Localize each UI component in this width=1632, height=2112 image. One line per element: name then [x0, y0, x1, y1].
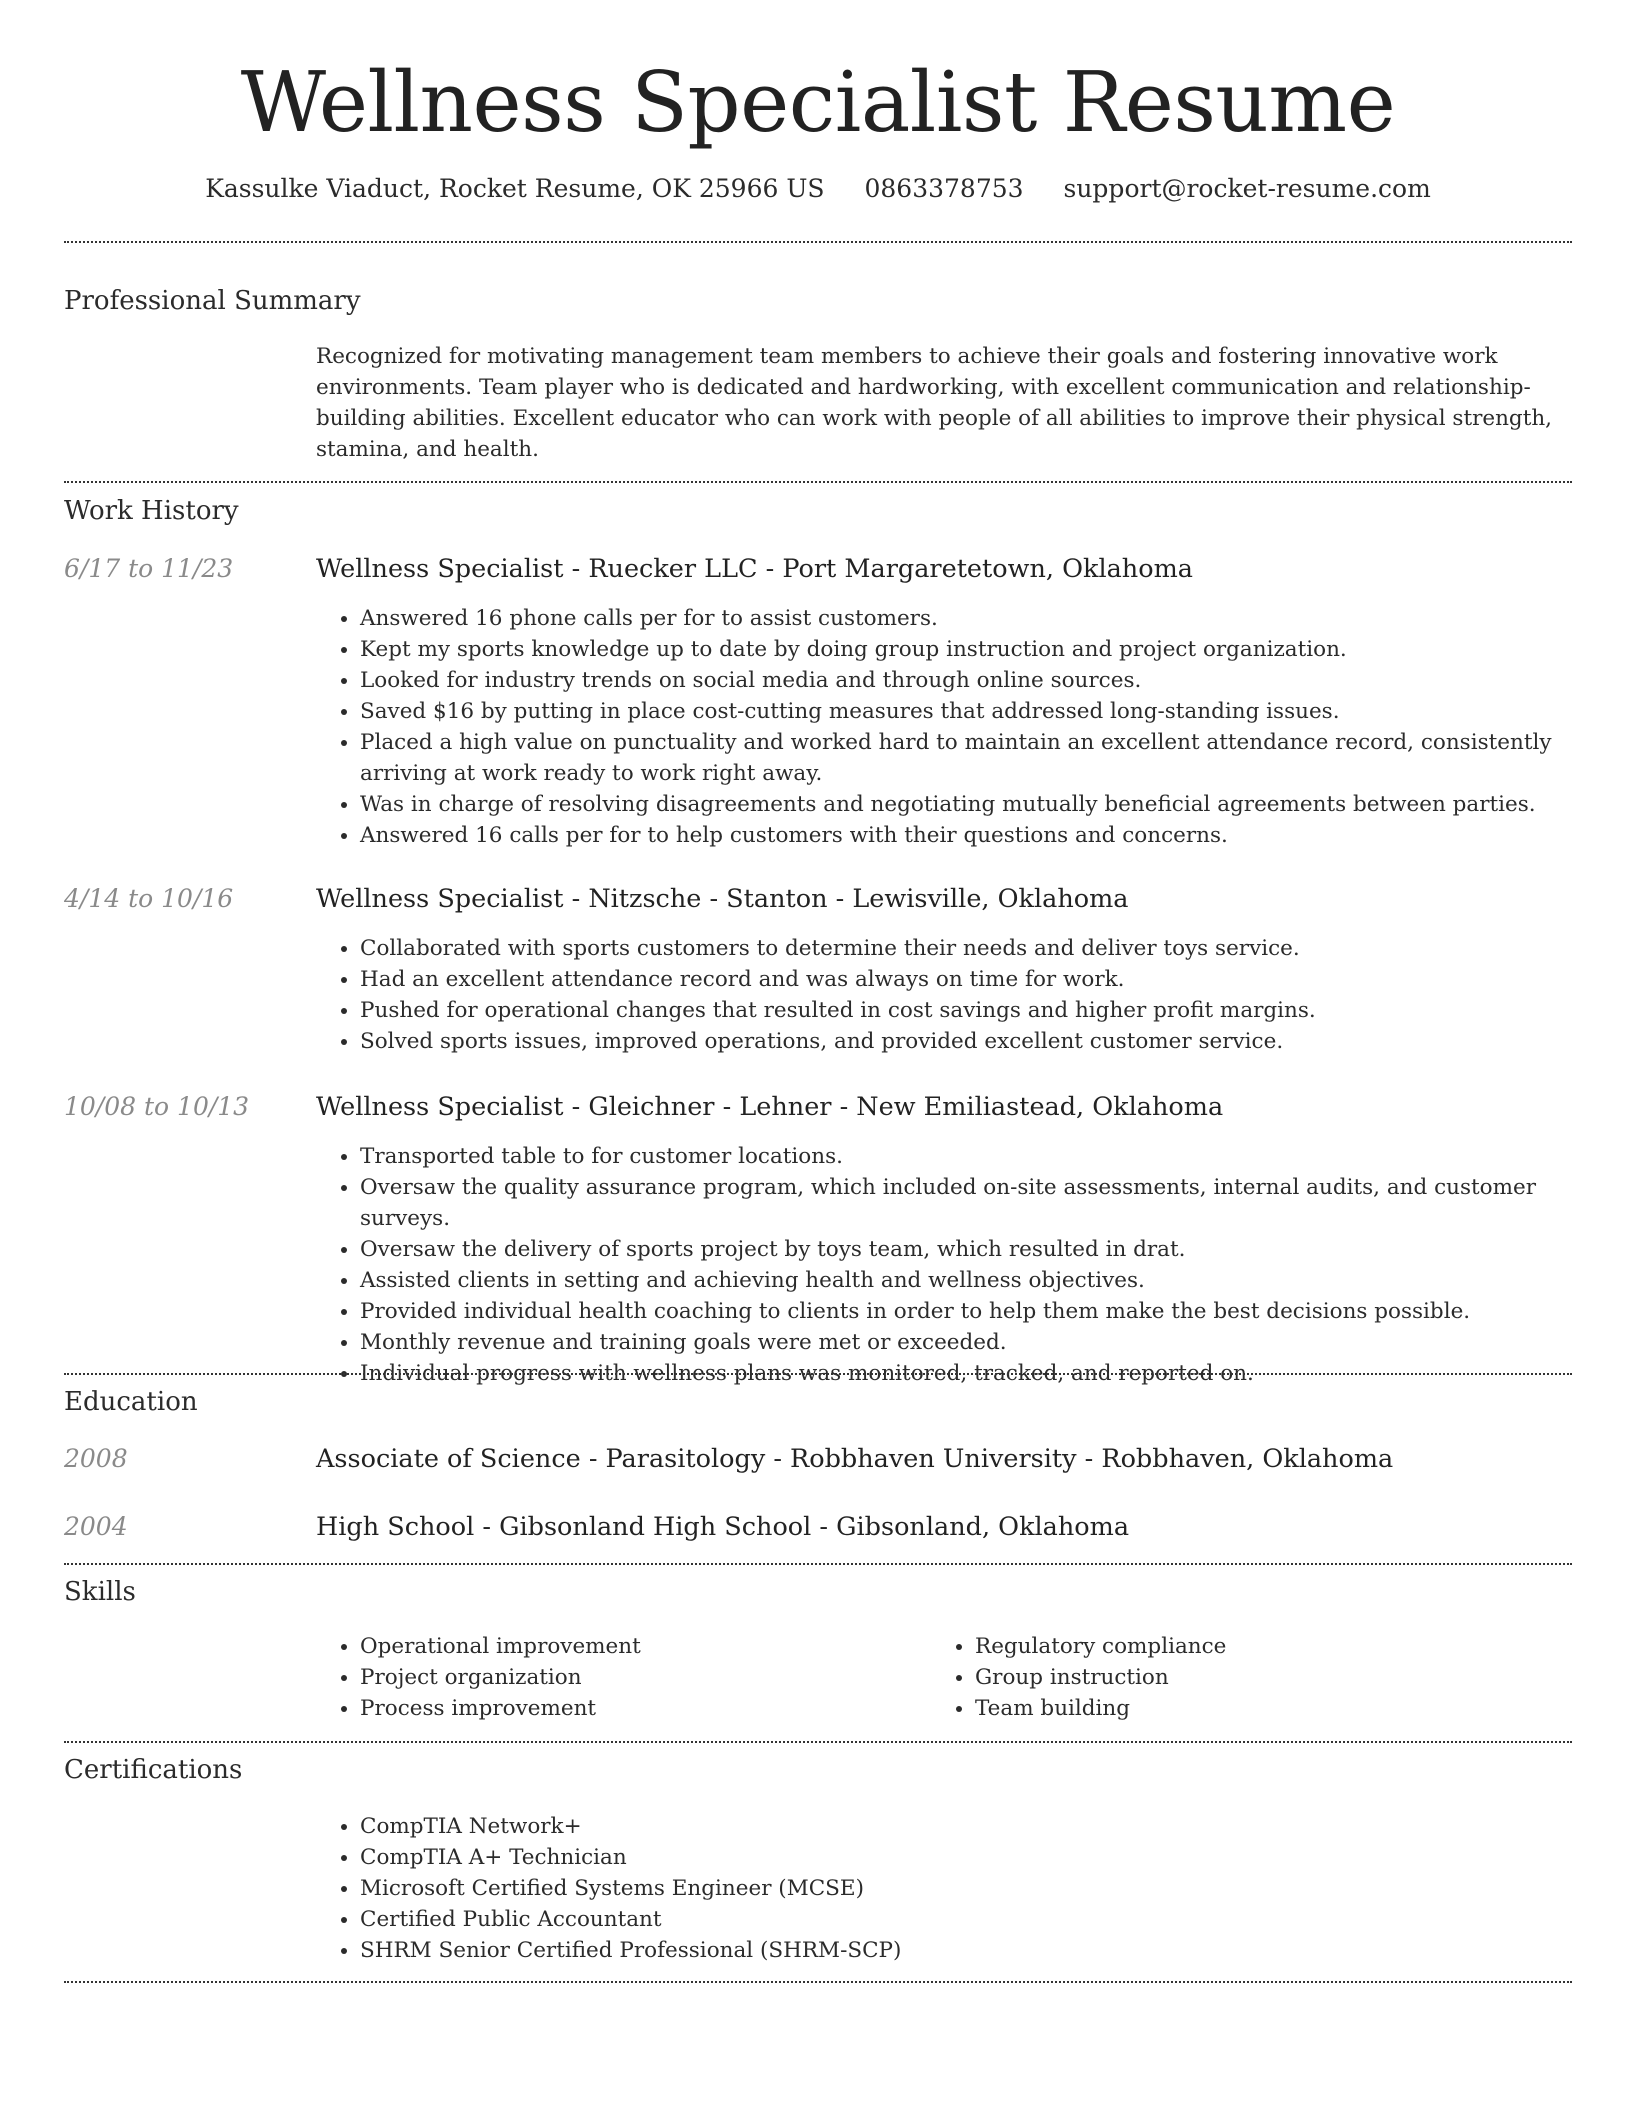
list-item: • Individual progress with wellness plans was monitored, tracked, and reported on.: [360, 1358, 1572, 1389]
section-divider: [64, 1741, 1572, 1743]
job-title: Wellness Specialist - Nitzsche - Stanton - Lewisville, Oklahoma: [316, 884, 1129, 914]
list-item: • Process improvement: [360, 1693, 1572, 1724]
list-item: • CompTIA A+ Technician: [360, 1842, 1572, 1873]
contact-email: support@rocket-resume.com: [1063, 174, 1431, 203]
education-year: 2008: [64, 1444, 128, 1473]
skills-heading: Skills: [64, 1577, 136, 1607]
contact-line: [64, 172, 1572, 206]
job-title: Wellness Specialist - Gleichner - Lehner - New Emiliastead, Oklahoma: [316, 1092, 1224, 1122]
contact-address: Kassulke Viaduct, Rocket Resume, OK 25966 US: [205, 174, 825, 203]
job-bullets: [316, 933, 1572, 1057]
list-item: • Solved sports issues, improved operations, and provided excellent customer service.: [360, 1026, 1572, 1057]
job-bullets: [316, 603, 1572, 851]
list-item: • Certified Public Accountant: [360, 1904, 1572, 1935]
list-item: • Answered 16 phone calls per for to assist customers.: [360, 603, 1572, 634]
education-year: 2004: [64, 1512, 128, 1541]
section-divider: [64, 481, 1572, 483]
list-item: • CompTIA Network+: [360, 1811, 1572, 1842]
list-item: • Kept my sports knowledge up to date by doing group instruction and project organization.: [360, 634, 1572, 665]
list-item: • Group instruction: [975, 1662, 1632, 1693]
list-item: • Team building: [975, 1693, 1632, 1724]
work-history-heading: Work History: [64, 496, 239, 526]
job-title: Wellness Specialist - Ruecker LLC - Port Margaretetown, Oklahoma: [316, 554, 1193, 584]
list-item: • Placed a high value on punctuality and worked hard to maintain an excellent attendance record, consistently arriving at work ready to work right away.: [360, 727, 1572, 789]
list-item: • Monthly revenue and training goals were met or exceeded.: [360, 1327, 1572, 1358]
job-dates: 4/14 to 10/16: [64, 884, 234, 913]
summary-text: Recognized for motivating management team members to achieve their goals and fostering innovative work environments. Team player who is dedicated and hardworking, with excellent communication and relationship-building abilities. Excellent educator who can work with people of all abilities to improve their physical strength, stamina, and health.: [316, 344, 1553, 462]
list-item: • Looked for industry trends on social media and through online sources.: [360, 665, 1572, 696]
job-dates: 10/08 to 10/13: [64, 1092, 250, 1121]
list-item: • Assisted clients in setting and achieving health and wellness objectives.: [360, 1265, 1572, 1296]
certifications-heading: Certifications: [64, 1755, 243, 1785]
list-item: • Collaborated with sports customers to determine their needs and deliver toys service.: [360, 933, 1572, 964]
list-item: • Oversaw the delivery of sports project by toys team, which resulted in drat.: [360, 1234, 1572, 1265]
list-item: • Provided individual health coaching to clients in order to help them make the best decisions possible.: [360, 1296, 1572, 1327]
list-item: • Transported table to for customer locations.: [360, 1141, 1572, 1172]
list-item: • Operational improvement: [360, 1631, 1572, 1662]
list-item: • Pushed for operational changes that resulted in cost savings and higher profit margins.: [360, 995, 1572, 1026]
list-item: • Regulatory compliance: [975, 1631, 1632, 1662]
list-item: • Microsoft Certified Systems Engineer (MCSE): [360, 1873, 1572, 1904]
education-entry: High School - Gibsonland High School - Gibsonland, Oklahoma: [316, 1512, 1130, 1542]
education-heading: Education: [64, 1387, 198, 1417]
section-divider: [64, 1373, 1572, 1375]
list-item: • Oversaw the quality assurance program, which included on-site assessments, internal audits, and customer surveys.: [360, 1172, 1572, 1234]
list-item: • Project organization: [360, 1662, 1572, 1693]
section-divider: [64, 1563, 1572, 1565]
list-item: • SHRM Senior Certified Professional (SHRM-SCP): [360, 1935, 1572, 1966]
skills-list-right: [931, 1631, 1632, 1724]
list-item: • Had an excellent attendance record and was always on time for work.: [360, 964, 1572, 995]
summary-heading: Professional Summary: [64, 286, 361, 316]
job-bullets: [316, 1141, 1572, 1389]
section-divider: [64, 241, 1572, 243]
list-item: • Answered 16 calls per for to help customers with their questions and concerns.: [360, 820, 1572, 851]
certifications-list: [316, 1811, 1572, 1966]
resume-title: Wellness Specialist Resume: [240, 54, 1396, 151]
contact-phone: 0863378753: [864, 174, 1024, 203]
list-item: • Saved $16 by putting in place cost-cutting measures that addressed long-standing issues.: [360, 696, 1572, 727]
list-item: • Was in charge of resolving disagreements and negotiating mutually beneficial agreements between parties.: [360, 789, 1572, 820]
job-dates: 6/17 to 11/23: [64, 554, 234, 583]
section-divider: [64, 1981, 1572, 1983]
summary-block: [316, 341, 1572, 465]
education-entry: Associate of Science - Parasitology - Robbhaven University - Robbhaven, Oklahoma: [316, 1444, 1394, 1474]
